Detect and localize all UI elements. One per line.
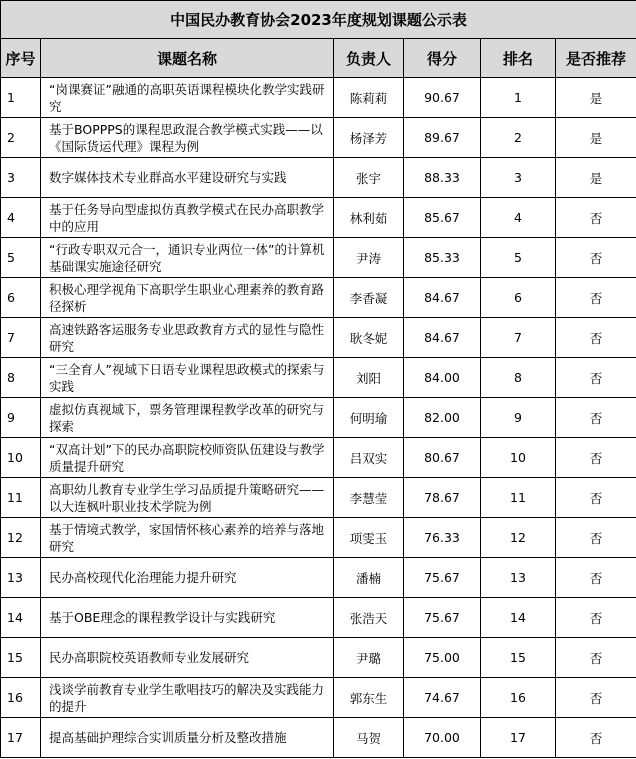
header-rank: 排名 (481, 39, 556, 78)
project-rank: 2 (481, 118, 556, 158)
recommend-status: 否 (556, 598, 636, 638)
project-score: 89.67 (404, 118, 481, 158)
project-rank: 14 (481, 598, 556, 638)
row-number: 7 (1, 318, 41, 358)
project-score: 78.67 (404, 478, 481, 518)
project-leader: 林利茹 (334, 198, 404, 238)
project-rank: 12 (481, 518, 556, 558)
project-name: 数字媒体技术专业群高水平建设研究与实践 (41, 158, 334, 198)
project-name: 基于OBE理念的课程教学设计与实践研究 (41, 598, 334, 638)
project-score: 90.67 (404, 78, 481, 118)
header-recommend: 是否推荐 (556, 39, 636, 78)
project-score: 84.67 (404, 278, 481, 318)
table-row (1, 118, 636, 158)
project-leader: 尹涛 (334, 238, 404, 278)
table-row (1, 518, 636, 558)
table-row (1, 638, 636, 678)
row-number: 15 (1, 638, 41, 678)
project-name: “双高计划”下的民办高职院校师资队伍建设与教学质量提升研究 (41, 438, 334, 478)
project-name: “行政专职双元合一，通识专业两位一体”的计算机基础课实施途径研究 (41, 238, 334, 278)
project-score: 76.33 (404, 518, 481, 558)
project-rank: 5 (481, 238, 556, 278)
recommend-status: 否 (556, 238, 636, 278)
row-number: 16 (1, 678, 41, 718)
project-name: 基于任务导向型虚拟仿真教学模式在民办高职教学中的应用 (41, 198, 334, 238)
project-name: 民办高校现代化治理能力提升研究 (41, 558, 334, 598)
project-name: 浅谈学前教育专业学生歌唱技巧的解决及实践能力的提升 (41, 678, 334, 718)
project-score: 84.67 (404, 318, 481, 358)
table-row (1, 438, 636, 478)
project-leader: 何明瑜 (334, 398, 404, 438)
table-title: 中国民办教育协会2023年度规划课题公示表 (1, 1, 636, 39)
recommend-status: 否 (556, 398, 636, 438)
recommend-status: 否 (556, 198, 636, 238)
project-rank: 9 (481, 398, 556, 438)
row-number: 8 (1, 358, 41, 398)
project-score: 85.33 (404, 238, 481, 278)
header-score: 得分 (404, 39, 481, 78)
recommend-status: 否 (556, 318, 636, 358)
recommend-status: 否 (556, 558, 636, 598)
table-row (1, 398, 636, 438)
project-score: 84.00 (404, 358, 481, 398)
project-score: 85.67 (404, 198, 481, 238)
project-rank: 16 (481, 678, 556, 718)
project-leader: 郭东生 (334, 678, 404, 718)
project-score: 74.67 (404, 678, 481, 718)
recommend-status: 否 (556, 638, 636, 678)
row-number: 17 (1, 718, 41, 758)
table-row (1, 598, 636, 638)
project-leader: 张宇 (334, 158, 404, 198)
project-leader: 陈莉莉 (334, 78, 404, 118)
row-number: 10 (1, 438, 41, 478)
project-name: 基于BOPPPS的课程思政混合教学模式实践——以《国际货运代理》课程为例 (41, 118, 334, 158)
table-row (1, 678, 636, 718)
recommend-status: 否 (556, 718, 636, 758)
project-score: 88.33 (404, 158, 481, 198)
row-number: 13 (1, 558, 41, 598)
project-score: 75.00 (404, 638, 481, 678)
recommend-status: 是 (556, 158, 636, 198)
table-row (1, 318, 636, 358)
project-rank: 6 (481, 278, 556, 318)
row-number: 5 (1, 238, 41, 278)
table-row (1, 78, 636, 118)
table-row (1, 158, 636, 198)
project-leader: 马贺 (334, 718, 404, 758)
project-leader: 吕双实 (334, 438, 404, 478)
header-name: 课题名称 (41, 39, 334, 78)
row-number: 1 (1, 78, 41, 118)
project-rank: 8 (481, 358, 556, 398)
project-rank: 7 (481, 318, 556, 358)
recommend-status: 否 (556, 438, 636, 478)
title-row (1, 1, 636, 39)
table-row (1, 238, 636, 278)
recommend-status: 否 (556, 518, 636, 558)
project-score: 75.67 (404, 598, 481, 638)
row-number: 12 (1, 518, 41, 558)
project-leader: 张浩天 (334, 598, 404, 638)
project-name: “三全育人”视域下日语专业课程思政模式的探索与实践 (41, 358, 334, 398)
recommend-status: 是 (556, 118, 636, 158)
project-rank: 15 (481, 638, 556, 678)
project-leader: 项雯玉 (334, 518, 404, 558)
table-row (1, 358, 636, 398)
project-name: 积极心理学视角下高职学生职业心理素养的教育路径探析 (41, 278, 334, 318)
table-row (1, 558, 636, 598)
project-name: 提高基础护理综合实训质量分析及整改措施 (41, 718, 334, 758)
project-score: 70.00 (404, 718, 481, 758)
row-number: 4 (1, 198, 41, 238)
project-score: 75.67 (404, 558, 481, 598)
project-name: “岗课赛证”融通的高职英语课程模块化教学实践研究 (41, 78, 334, 118)
recommend-status: 否 (556, 278, 636, 318)
recommend-status: 是 (556, 78, 636, 118)
project-leader: 李慧莹 (334, 478, 404, 518)
project-rank: 11 (481, 478, 556, 518)
row-number: 9 (1, 398, 41, 438)
project-name: 高职幼儿教育专业学生学习品质提升策略研究——以大连枫叶职业技术学院为例 (41, 478, 334, 518)
recommend-status: 否 (556, 358, 636, 398)
project-rank: 4 (481, 198, 556, 238)
recommend-status: 否 (556, 678, 636, 718)
table-row (1, 478, 636, 518)
row-number: 14 (1, 598, 41, 638)
project-leader: 潘楠 (334, 558, 404, 598)
project-leader: 尹璐 (334, 638, 404, 678)
project-leader: 刘阳 (334, 358, 404, 398)
project-rank: 1 (481, 78, 556, 118)
project-leader: 耿冬妮 (334, 318, 404, 358)
project-rank: 17 (481, 718, 556, 758)
table-row (1, 278, 636, 318)
table-row (1, 718, 636, 758)
header-no: 序号 (1, 39, 41, 78)
project-rank: 3 (481, 158, 556, 198)
header-row (1, 39, 636, 78)
project-rank: 10 (481, 438, 556, 478)
row-number: 11 (1, 478, 41, 518)
recommend-status: 否 (556, 478, 636, 518)
header-leader: 负责人 (334, 39, 404, 78)
project-name: 基于情境式教学，家国情怀核心素养的培养与落地研究 (41, 518, 334, 558)
project-leader: 李香凝 (334, 278, 404, 318)
project-name: 高速铁路客运服务专业思政教育方式的显性与隐性研究 (41, 318, 334, 358)
project-leader: 杨泽芳 (334, 118, 404, 158)
table-row (1, 198, 636, 238)
project-score: 80.67 (404, 438, 481, 478)
row-number: 3 (1, 158, 41, 198)
row-number: 2 (1, 118, 41, 158)
project-name: 民办高职院校英语教师专业发展研究 (41, 638, 334, 678)
project-score: 82.00 (404, 398, 481, 438)
project-name: 虚拟仿真视域下，票务管理课程教学改革的研究与探索 (41, 398, 334, 438)
row-number: 6 (1, 278, 41, 318)
project-rank: 13 (481, 558, 556, 598)
